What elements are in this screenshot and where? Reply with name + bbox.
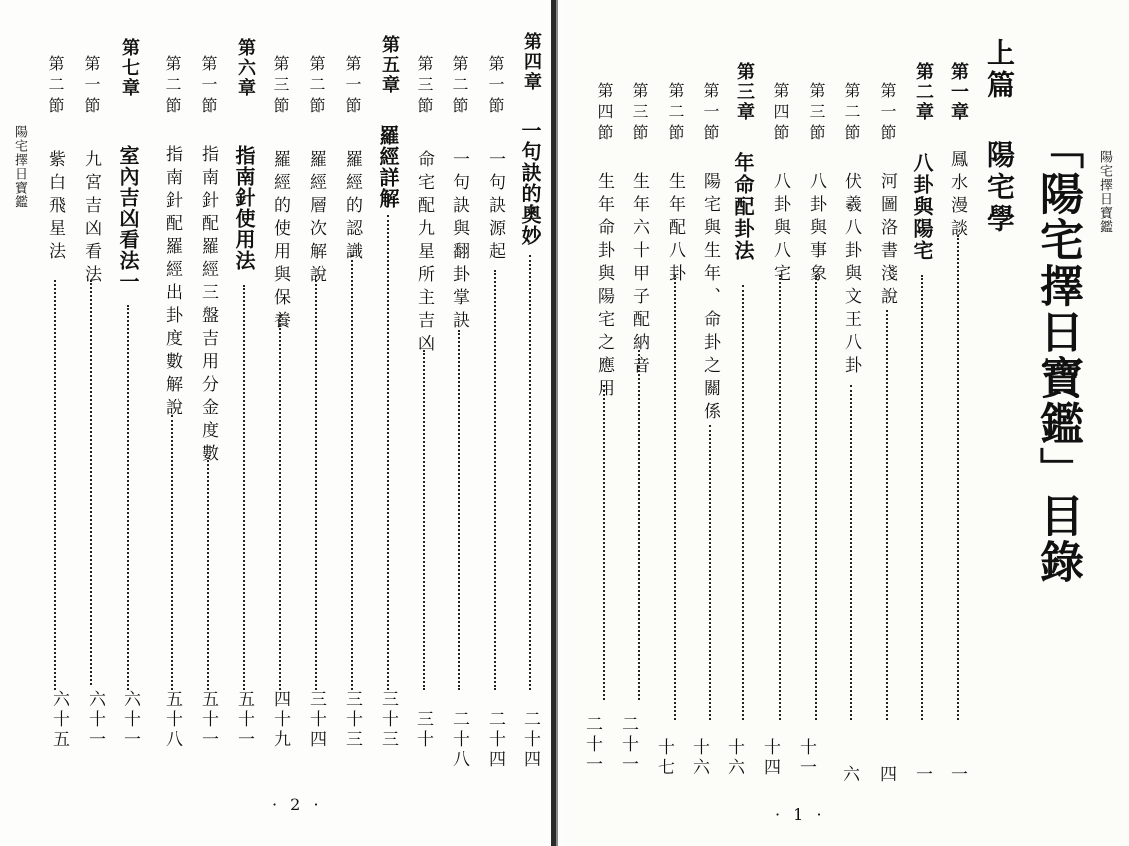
toc-page-2 bbox=[0, 0, 551, 846]
entry-title: 一句訣與翻卦掌訣 bbox=[449, 150, 469, 334]
entry-page: 六十五 bbox=[49, 690, 69, 750]
entry-title: 羅經層次解說 bbox=[306, 150, 326, 288]
section-label: 第一節 bbox=[343, 55, 362, 118]
entry-title: 一句訣源起 bbox=[485, 150, 505, 265]
dot-leader bbox=[850, 385, 852, 720]
dot-leader bbox=[494, 270, 496, 690]
section-label: 第二節 bbox=[666, 82, 685, 145]
entry-page: 四十九 bbox=[270, 690, 290, 750]
dot-leader bbox=[674, 275, 676, 720]
dot-leader bbox=[458, 330, 460, 690]
entry-title: 室內吉凶看法一 bbox=[116, 145, 140, 292]
entry-title: 鳳水漫談 bbox=[947, 150, 967, 242]
entry-title: 指南針使用法 bbox=[232, 145, 256, 271]
dot-leader bbox=[886, 310, 888, 720]
entry-page: 二十一 bbox=[618, 715, 638, 775]
entry-page: 二十一 bbox=[582, 715, 602, 775]
part-label: 上篇 bbox=[983, 38, 1016, 102]
section-label: 第二節 bbox=[450, 55, 469, 118]
dot-leader bbox=[957, 235, 959, 720]
entry-title: 年命配卦法 bbox=[731, 152, 755, 262]
entry-page: 十六 bbox=[689, 738, 709, 778]
entry-page: 五十一 bbox=[234, 690, 254, 750]
section-label: 第三節 bbox=[807, 82, 826, 145]
entry-page: 十四 bbox=[760, 738, 780, 778]
entry-title: 生年配八卦 bbox=[665, 172, 685, 287]
chapter-label: 第七章 bbox=[119, 38, 140, 98]
dot-leader bbox=[709, 425, 711, 720]
section-label: 第一節 bbox=[486, 55, 505, 118]
entry-title: 八卦與事象 bbox=[806, 172, 826, 287]
entry-page: 六十一 bbox=[120, 690, 140, 750]
section-label: 第二節 bbox=[307, 55, 326, 118]
entry-title: 伏羲八卦與文王八卦 bbox=[841, 172, 861, 379]
dot-leader bbox=[315, 275, 317, 690]
dot-leader bbox=[90, 280, 92, 685]
section-label: 第一節 bbox=[82, 55, 101, 118]
entry-title: 指南針配羅經出卦度數解說 bbox=[162, 145, 182, 421]
chapter-label: 第一章 bbox=[948, 62, 969, 122]
section-label: 第二節 bbox=[46, 55, 65, 118]
book-spine-shadow bbox=[556, 0, 558, 846]
dot-leader bbox=[815, 275, 817, 720]
dot-leader bbox=[127, 305, 129, 690]
entry-title: 生年六十甲子配納音 bbox=[629, 172, 649, 379]
entry-title: 一句訣的奧妙 bbox=[518, 120, 542, 246]
entry-page: 三十 bbox=[413, 710, 433, 750]
entry-title: 紫白飛星法 bbox=[45, 150, 65, 265]
entry-title: 河圖洛書淺說 bbox=[877, 172, 897, 310]
section-label: 第一節 bbox=[878, 82, 897, 145]
section-label: 第四節 bbox=[771, 82, 790, 145]
dot-leader bbox=[387, 215, 389, 690]
entry-page: 五十一 bbox=[198, 690, 218, 750]
section-label: 第三節 bbox=[630, 82, 649, 145]
dot-leader bbox=[171, 415, 173, 690]
entry-page: 六 bbox=[839, 765, 859, 785]
entry-title: 羅經的使用與保養 bbox=[270, 150, 290, 334]
chapter-label: 第六章 bbox=[235, 38, 256, 98]
section-label: 第三節 bbox=[271, 55, 290, 118]
book-title: 「陽宅擇日寶鑑」目錄 bbox=[1032, 125, 1083, 585]
part-title: 陽宅學 bbox=[983, 140, 1016, 236]
entry-title: 羅經詳解 bbox=[376, 125, 400, 209]
section-label: 第一節 bbox=[701, 82, 720, 145]
entry-title: 羅經的認識 bbox=[342, 150, 362, 265]
dot-leader bbox=[243, 285, 245, 690]
entry-page: 六十一 bbox=[85, 690, 105, 750]
dot-leader bbox=[529, 255, 531, 690]
section-label: 第二節 bbox=[163, 55, 182, 118]
entry-page: 十六 bbox=[724, 738, 744, 778]
dot-leader bbox=[423, 350, 425, 690]
entry-title: 八卦與陽宅 bbox=[910, 152, 934, 262]
dot-leader bbox=[779, 275, 781, 720]
page-folio: · 1 · bbox=[775, 805, 826, 824]
dot-leader bbox=[207, 460, 209, 690]
toc-page-1 bbox=[565, 0, 1129, 846]
entry-page: 五十八 bbox=[162, 690, 182, 750]
entry-title: 生年命卦與陽宅之應用 bbox=[594, 172, 614, 402]
entry-page: 二十四 bbox=[485, 710, 505, 770]
entry-title: 九宮吉凶看法 bbox=[81, 150, 101, 288]
chapter-label: 第四章 bbox=[521, 32, 542, 92]
entry-title: 八卦與八宅 bbox=[770, 172, 790, 287]
entry-title: 指南針配羅經三盤吉用分金度數 bbox=[198, 145, 218, 467]
entry-page: 三十三 bbox=[342, 690, 362, 750]
entry-page: 三十四 bbox=[306, 690, 326, 750]
entry-page: 二十八 bbox=[449, 710, 469, 770]
dot-leader bbox=[603, 385, 605, 700]
entry-page: 一 bbox=[912, 765, 932, 785]
dot-leader bbox=[921, 275, 923, 720]
entry-title: 命宅配九星所主吉凶 bbox=[414, 150, 434, 357]
entry-page: 三十三 bbox=[378, 690, 398, 750]
section-label: 第四節 bbox=[595, 82, 614, 145]
entry-page: 二十四 bbox=[520, 710, 540, 770]
entry-page: 一 bbox=[947, 765, 967, 785]
running-header: 陽宅擇日寶鑑 bbox=[12, 125, 27, 209]
dot-leader bbox=[279, 315, 281, 690]
section-label: 第一節 bbox=[199, 55, 218, 118]
entry-page: 十七 bbox=[654, 738, 674, 778]
entry-page: 十一 bbox=[796, 738, 816, 778]
chapter-label: 第二章 bbox=[913, 62, 934, 122]
dot-leader bbox=[54, 280, 56, 690]
chapter-label: 第三章 bbox=[734, 62, 755, 122]
dot-leader bbox=[351, 255, 353, 690]
section-label: 第三節 bbox=[415, 55, 434, 118]
page-folio: · 2 · bbox=[272, 795, 323, 814]
chapter-label: 第五章 bbox=[379, 35, 400, 95]
dot-leader bbox=[742, 285, 744, 720]
running-header: 陽宅擇日寶鑑 bbox=[1097, 150, 1112, 234]
entry-page: 四 bbox=[876, 765, 896, 785]
dot-leader bbox=[638, 350, 640, 700]
section-label: 第二節 bbox=[842, 82, 861, 145]
entry-title: 陽宅與生年、命卦之關係 bbox=[700, 172, 720, 425]
